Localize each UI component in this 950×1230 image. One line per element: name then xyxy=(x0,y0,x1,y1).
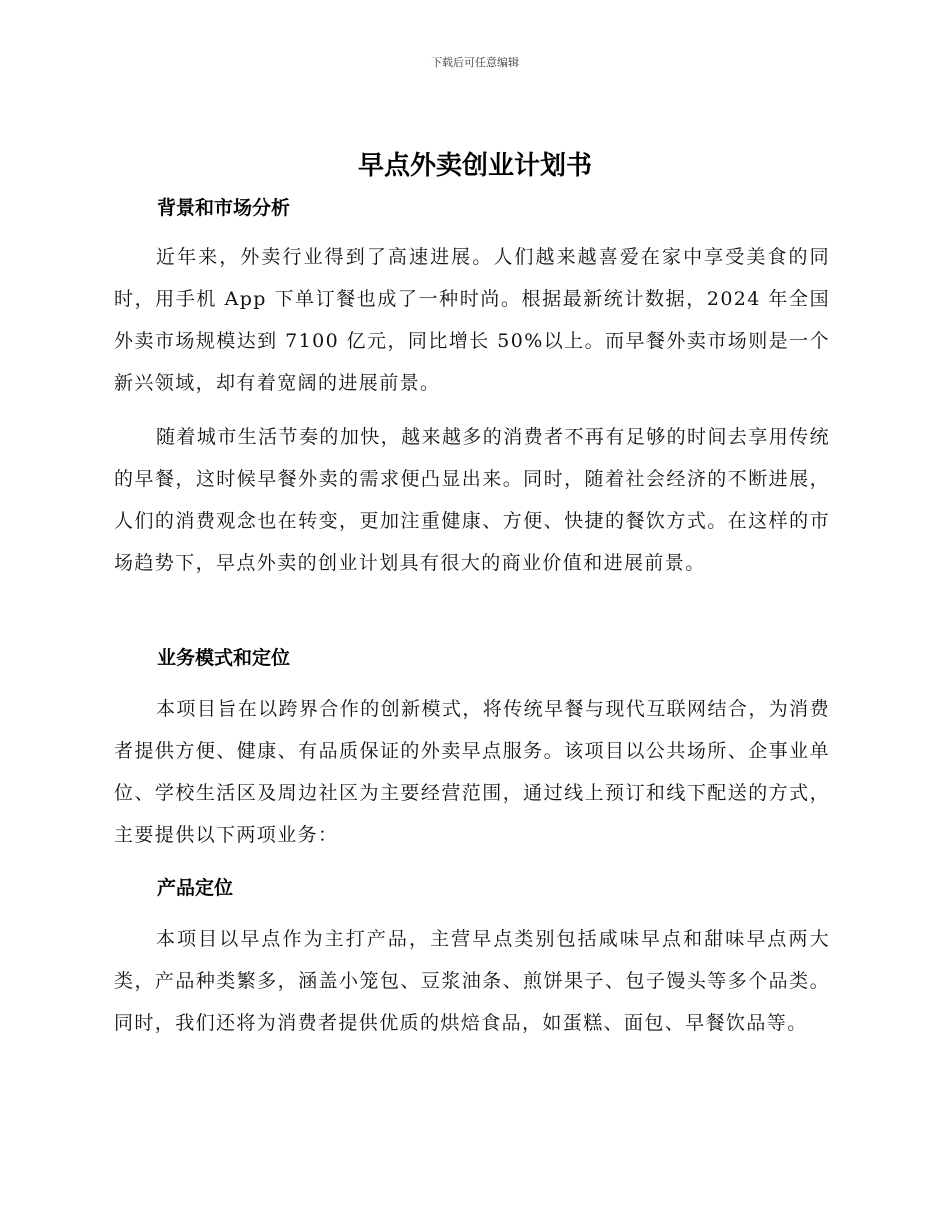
section-heading-background: 背景和市场分析 xyxy=(157,197,291,219)
paragraph-product-positioning: 本项目以早点作为主打产品，主营早点类别包括咸味早点和甜味早点两大类，产品种类繁多，涵盖小笼包、豆浆油条、煎饼果子、包子馒头等多个品类。同时，我们还将为消费者提供优质的烘焙食品，如蛋糕、面包、早餐饮品等。 xyxy=(114,928,830,1034)
paragraph-background-1: 近年来，外卖行业得到了高速进展。人们越来越喜爱在家中享受美食的同时，用手机 App 下单订餐也成了一种时尚。根据最新统计数据，2024 年全国外卖市场规模达到 7100 亿元，同比增长 50%以上。而早餐外卖市场则是一个新兴领域，却有着宽阔的进展前景。 xyxy=(114,246,830,394)
page-header-note: 下载后可任意编辑 xyxy=(431,56,519,69)
paragraph-business-model: 本项目旨在以跨界合作的创新模式，将传统早餐与现代互联网结合，为消费者提供方便、健康、有品质保证的外卖早点服务。该项目以公共场所、企事业单位、学校生活区及周边社区为主要经营范围，通过线上预订和线下配送的方式，主要提供以下两项业务： xyxy=(114,698,830,846)
paragraph-background-2: 随着城市生活节奏的加快，越来越多的消费者不再有足够的时间去享用传统的早餐，这时候早餐外卖的需求便凸显出来。同时，随着社会经济的不断进展，人们的消费观念也在转变，更加注重健康、方便、快捷的餐饮方式。在这样的市场趋势下，早点外卖的创业计划具有很大的商业价值和进展前景。 xyxy=(114,426,830,574)
section-heading-business-model: 业务模式和定位 xyxy=(157,647,291,669)
section-heading-product-positioning: 产品定位 xyxy=(157,877,234,899)
document-title: 早点外卖创业计划书 xyxy=(357,151,592,181)
